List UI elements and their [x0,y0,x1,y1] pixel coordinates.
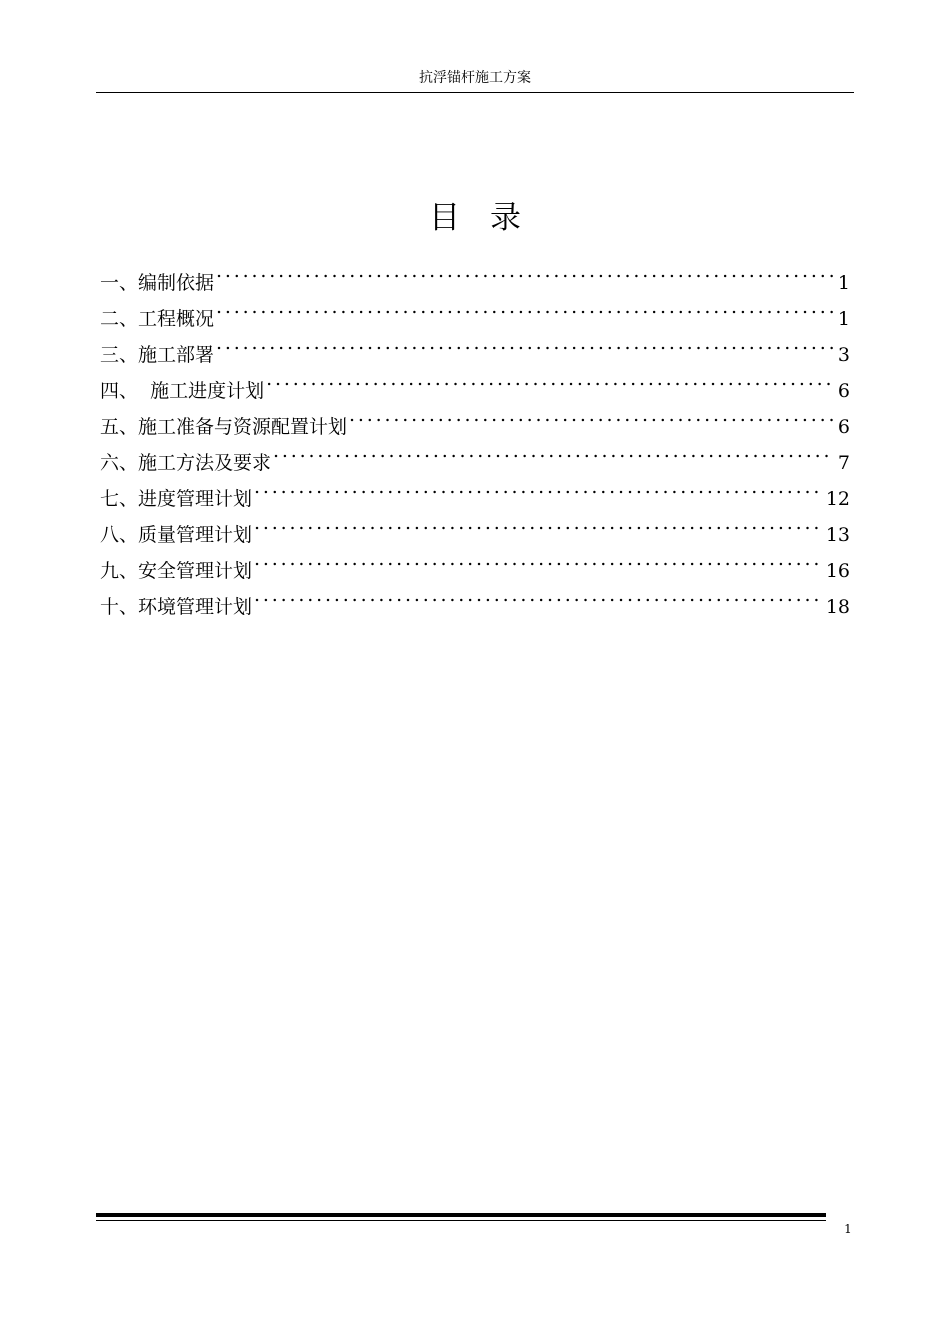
page-header-title: 抗浮锚杆施工方案 [419,70,531,86]
toc-entry-page: 12 [825,488,850,510]
toc-title: 目录 [429,200,551,236]
toc-entry-label: 一、编制依据 [100,272,215,294]
toc-entry-label: 四、 施工进度计划 [100,380,265,402]
toc-entry-page: 1 [837,308,850,330]
toc-entry-label: 七、进度管理计划 [100,488,253,510]
toc-entry-label: 十、环境管理计划 [100,596,253,618]
toc-dot-leader [216,289,834,325]
footer-divider-thick [96,1213,826,1217]
toc-entry-page: 16 [825,560,850,582]
toc-dot-leader [273,433,834,469]
toc-dot-leader [266,361,834,397]
toc-dot-leader [254,541,822,577]
toc-list [100,253,850,618]
toc-dot-leader [349,397,834,433]
toc-entry-label: 六、施工方法及要求 [100,452,272,474]
toc-entry-page: 7 [837,452,850,474]
toc-entry-label: 九、安全管理计划 [100,560,253,582]
header-divider [96,92,854,93]
toc-entry-label: 八、质量管理计划 [100,524,253,546]
toc-entry-page: 6 [837,380,850,402]
toc-entry-page: 1 [837,272,850,294]
toc-entry-page: 13 [825,524,850,546]
toc-entry-page: 18 [825,596,850,618]
toc-dot-leader [216,325,834,361]
toc-dot-leader [216,253,834,289]
toc-entry[interactable] [100,253,850,294]
toc-entry-page: 3 [837,344,850,366]
toc-entry-label: 三、施工部署 [100,344,215,366]
toc-entry-label: 二、工程概况 [100,308,215,330]
footer-divider-thin [96,1220,826,1221]
toc-dot-leader [254,577,822,613]
toc-entry-label: 五、施工准备与资源配置计划 [100,416,348,438]
toc-dot-leader [254,505,822,541]
toc-entry-page: 6 [837,416,850,438]
page-number: 1 [844,1222,852,1236]
toc-dot-leader [254,469,822,505]
